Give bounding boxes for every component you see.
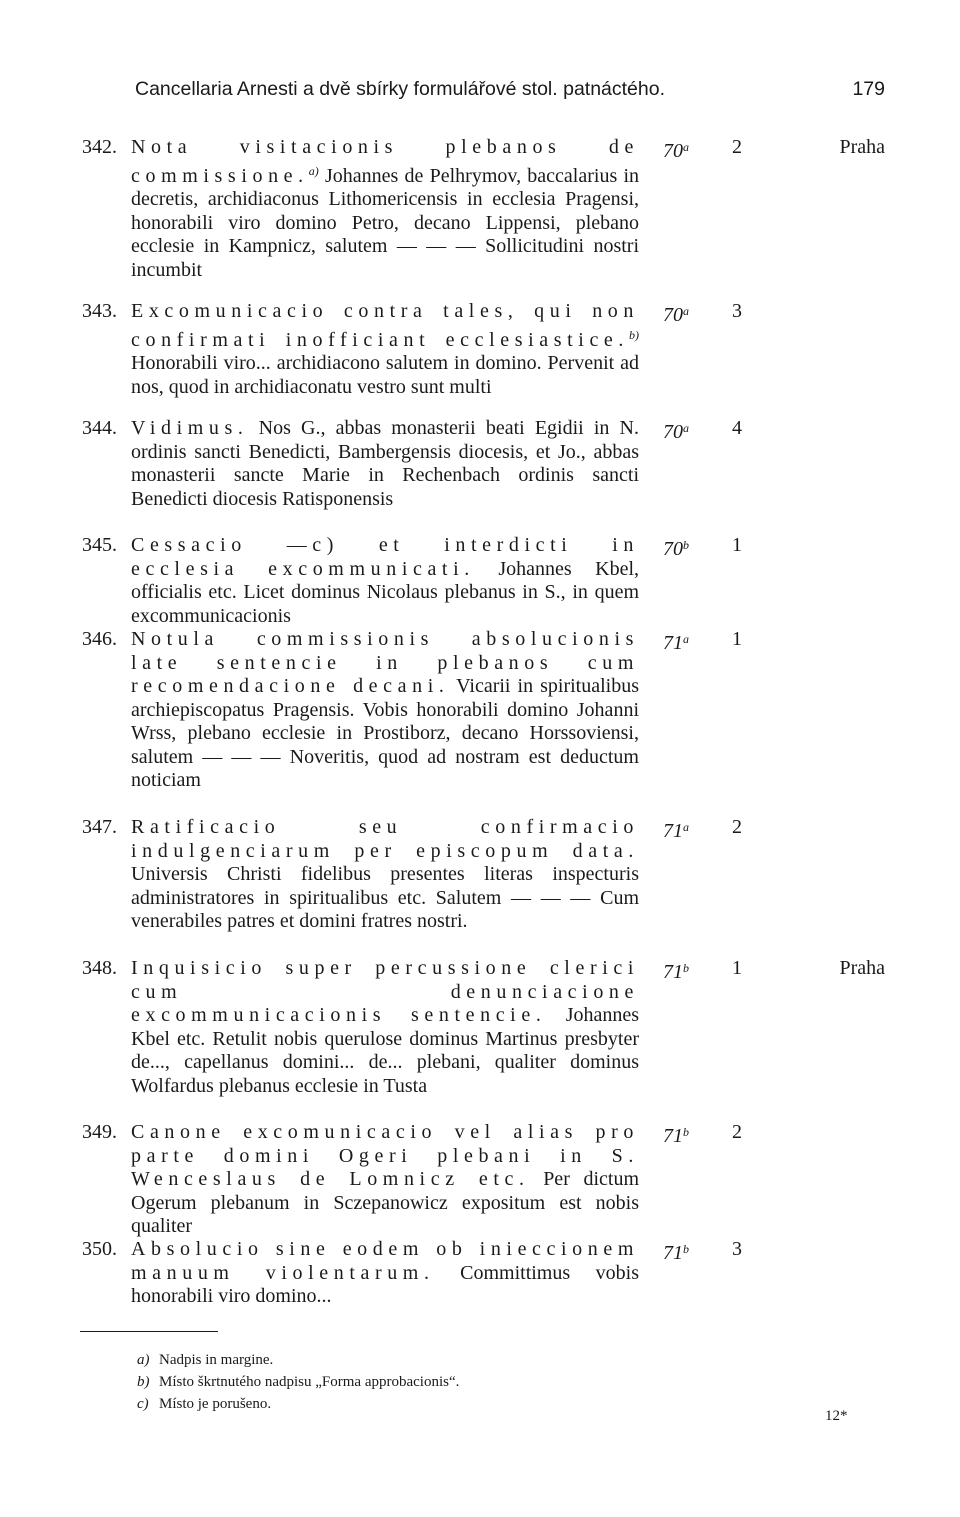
entry-348 bbox=[0, 957, 960, 1121]
signature-mark: 12* bbox=[825, 1408, 848, 1424]
entry-body bbox=[131, 628, 639, 793]
register-entries bbox=[0, 136, 960, 1309]
entry-342 bbox=[0, 136, 960, 300]
folio: 70$^a$ bbox=[663, 304, 689, 326]
entry-346 bbox=[0, 628, 960, 816]
entry-title: Excomunicacio contra tales, qui non confirmati inofficiant ecclesiastice. bbox=[131, 300, 639, 351]
entry-title: Inquisicio super percussione clerici cum denunciacione excommunicacionis sentencie. bbox=[131, 957, 639, 1026]
entry-text: Universis Christi fidelibus presentes literas inspecturis administratores in spiritualibus etc. Salutem — — — Cum venerabiles patres et domini fratres nostri. bbox=[131, 863, 639, 932]
entry-body bbox=[131, 300, 639, 399]
order-number: 1 bbox=[732, 957, 742, 979]
entry-345 bbox=[0, 534, 960, 628]
order-number: 1 bbox=[732, 628, 742, 650]
entry-body bbox=[131, 957, 639, 1098]
entry-number: 342. bbox=[82, 136, 117, 158]
entry-number: 347. bbox=[82, 816, 117, 838]
entry-343 bbox=[0, 300, 960, 417]
entry-347 bbox=[0, 816, 960, 957]
running-header bbox=[135, 78, 885, 106]
footnotes bbox=[137, 1349, 737, 1415]
folio: 71$^a$ bbox=[663, 632, 689, 654]
entry-number: 345. bbox=[82, 534, 117, 556]
page-number: 179 bbox=[852, 78, 885, 100]
entry-text: Per dictum Ogerum plebanum in Sczepanowicz expositum est nobis qualiter bbox=[131, 1168, 639, 1237]
entry-344 bbox=[0, 417, 960, 534]
folio: 70$^a$ bbox=[663, 140, 689, 162]
order-number: 1 bbox=[732, 534, 742, 556]
entry-number: 344. bbox=[82, 417, 117, 439]
footnote-b: b) Místo škrtnutého nadpisu „Forma approbacionis“. bbox=[137, 1374, 460, 1390]
entry-title: Cessacio —c) et interdicti in ecclesia excommunicati. bbox=[131, 534, 639, 580]
footnote-c: c) Místo je porušeno. bbox=[137, 1396, 272, 1412]
entry-349 bbox=[0, 1121, 960, 1238]
entry-text: Johannes de Pelhrymov, baccalarius in decretis, archidiaconus Lithomericensis in ecclesia Pragensi, honorabili viro domino Petro, decano Lippensi, plebano ecclesie in Kampnicz, salutem — — — Sollicitudini nostri incumbit bbox=[131, 164, 640, 281]
entry-text: Johannes Kbel, officialis etc. Licet dominus Nicolaus plebanus in S., in quem excommunicacionis bbox=[131, 557, 640, 627]
order-number: 4 bbox=[732, 417, 742, 439]
entry-title: Ratificacio seu confirmacio indulgenciarum per episcopum data. bbox=[131, 816, 639, 862]
entry-body bbox=[131, 534, 639, 628]
folio: 71$^b$ bbox=[663, 1125, 689, 1147]
entry-title: Vidimus. bbox=[131, 417, 249, 439]
folio: 71$^b$ bbox=[663, 1242, 689, 1264]
entry-title: Nota visitacionis plebanos de commissione. bbox=[131, 136, 639, 187]
entry-number: 343. bbox=[82, 300, 117, 322]
folio: 71$^a$ bbox=[663, 820, 689, 842]
entry-body bbox=[131, 1238, 639, 1309]
entry-text: Vicarii in spiritualibus archiepiscopatus Pragensis. Vobis honorabili domino Johanni Wrss, plebano ecclesie in Prostiborz, decano Horssoviensi, salutem — — — Noveritis, quod ad nostram est deductum noticiam bbox=[131, 675, 639, 791]
entry-number: 348. bbox=[82, 957, 117, 979]
entry-text: Johannes Kbel etc. Retulit nobis querulose dominus Martinus presbyter de..., capellanus domini... de... plebani, qualiter dominus Wolfardus plebanus ecclesie in Tusta bbox=[131, 1004, 640, 1097]
entry-body bbox=[131, 816, 639, 934]
entry-title: Canone excomunicacio vel alias pro parte domini Ogeri plebani in S. Wenceslaus de Lomnicz etc. bbox=[131, 1121, 639, 1190]
place: Praha bbox=[839, 136, 885, 158]
entry-body bbox=[131, 136, 639, 282]
footnote-ref: a) bbox=[308, 163, 319, 178]
order-number: 2 bbox=[732, 816, 742, 838]
folio: 71$^b$ bbox=[663, 961, 689, 983]
entry-body bbox=[131, 417, 639, 511]
place: Praha bbox=[839, 957, 885, 979]
folio: 70$^b$ bbox=[663, 538, 689, 560]
order-number: 3 bbox=[732, 1238, 742, 1260]
order-number: 2 bbox=[732, 136, 742, 158]
entry-number: 346. bbox=[82, 628, 117, 650]
entry-number: 350. bbox=[82, 1238, 117, 1260]
entry-title: Absolucio sine eodem ob inieccionem manuum violentarum. bbox=[131, 1238, 639, 1284]
folio: 70$^a$ bbox=[663, 421, 689, 443]
entry-350 bbox=[0, 1238, 960, 1309]
footnote-divider bbox=[80, 1331, 218, 1332]
order-number: 3 bbox=[732, 300, 742, 322]
footnote-a: a) Nadpis in margine. bbox=[137, 1352, 274, 1368]
footnote-ref: b) bbox=[629, 327, 639, 342]
entry-title: Notula commissionis absolucionis late sentencie in plebanos cum recomendacione decani. bbox=[131, 628, 639, 697]
entry-body bbox=[131, 1121, 639, 1239]
entry-text: Honorabili viro... archidiacono salutem in domino. Pervenit ad nos, quod in archidiaconatu vestro sunt multi bbox=[131, 352, 639, 398]
entry-text: Nos G., abbas monasterii beati Egidii in N. ordinis sancti Benedicti, Bambergensis diocesis, et Jo., abbas monasterii sancte Marie in Rechenbach ordinis sancti Benedicti diocesis Ratisponensis bbox=[131, 417, 639, 510]
running-title: Cancellaria Arnesti a dvě sbírky formulářové stol. patnáctého. bbox=[135, 78, 666, 100]
order-number: 2 bbox=[732, 1121, 742, 1143]
entry-text: Committimus vobis honorabili viro domino... bbox=[131, 1261, 640, 1307]
entry-number: 349. bbox=[82, 1121, 117, 1143]
